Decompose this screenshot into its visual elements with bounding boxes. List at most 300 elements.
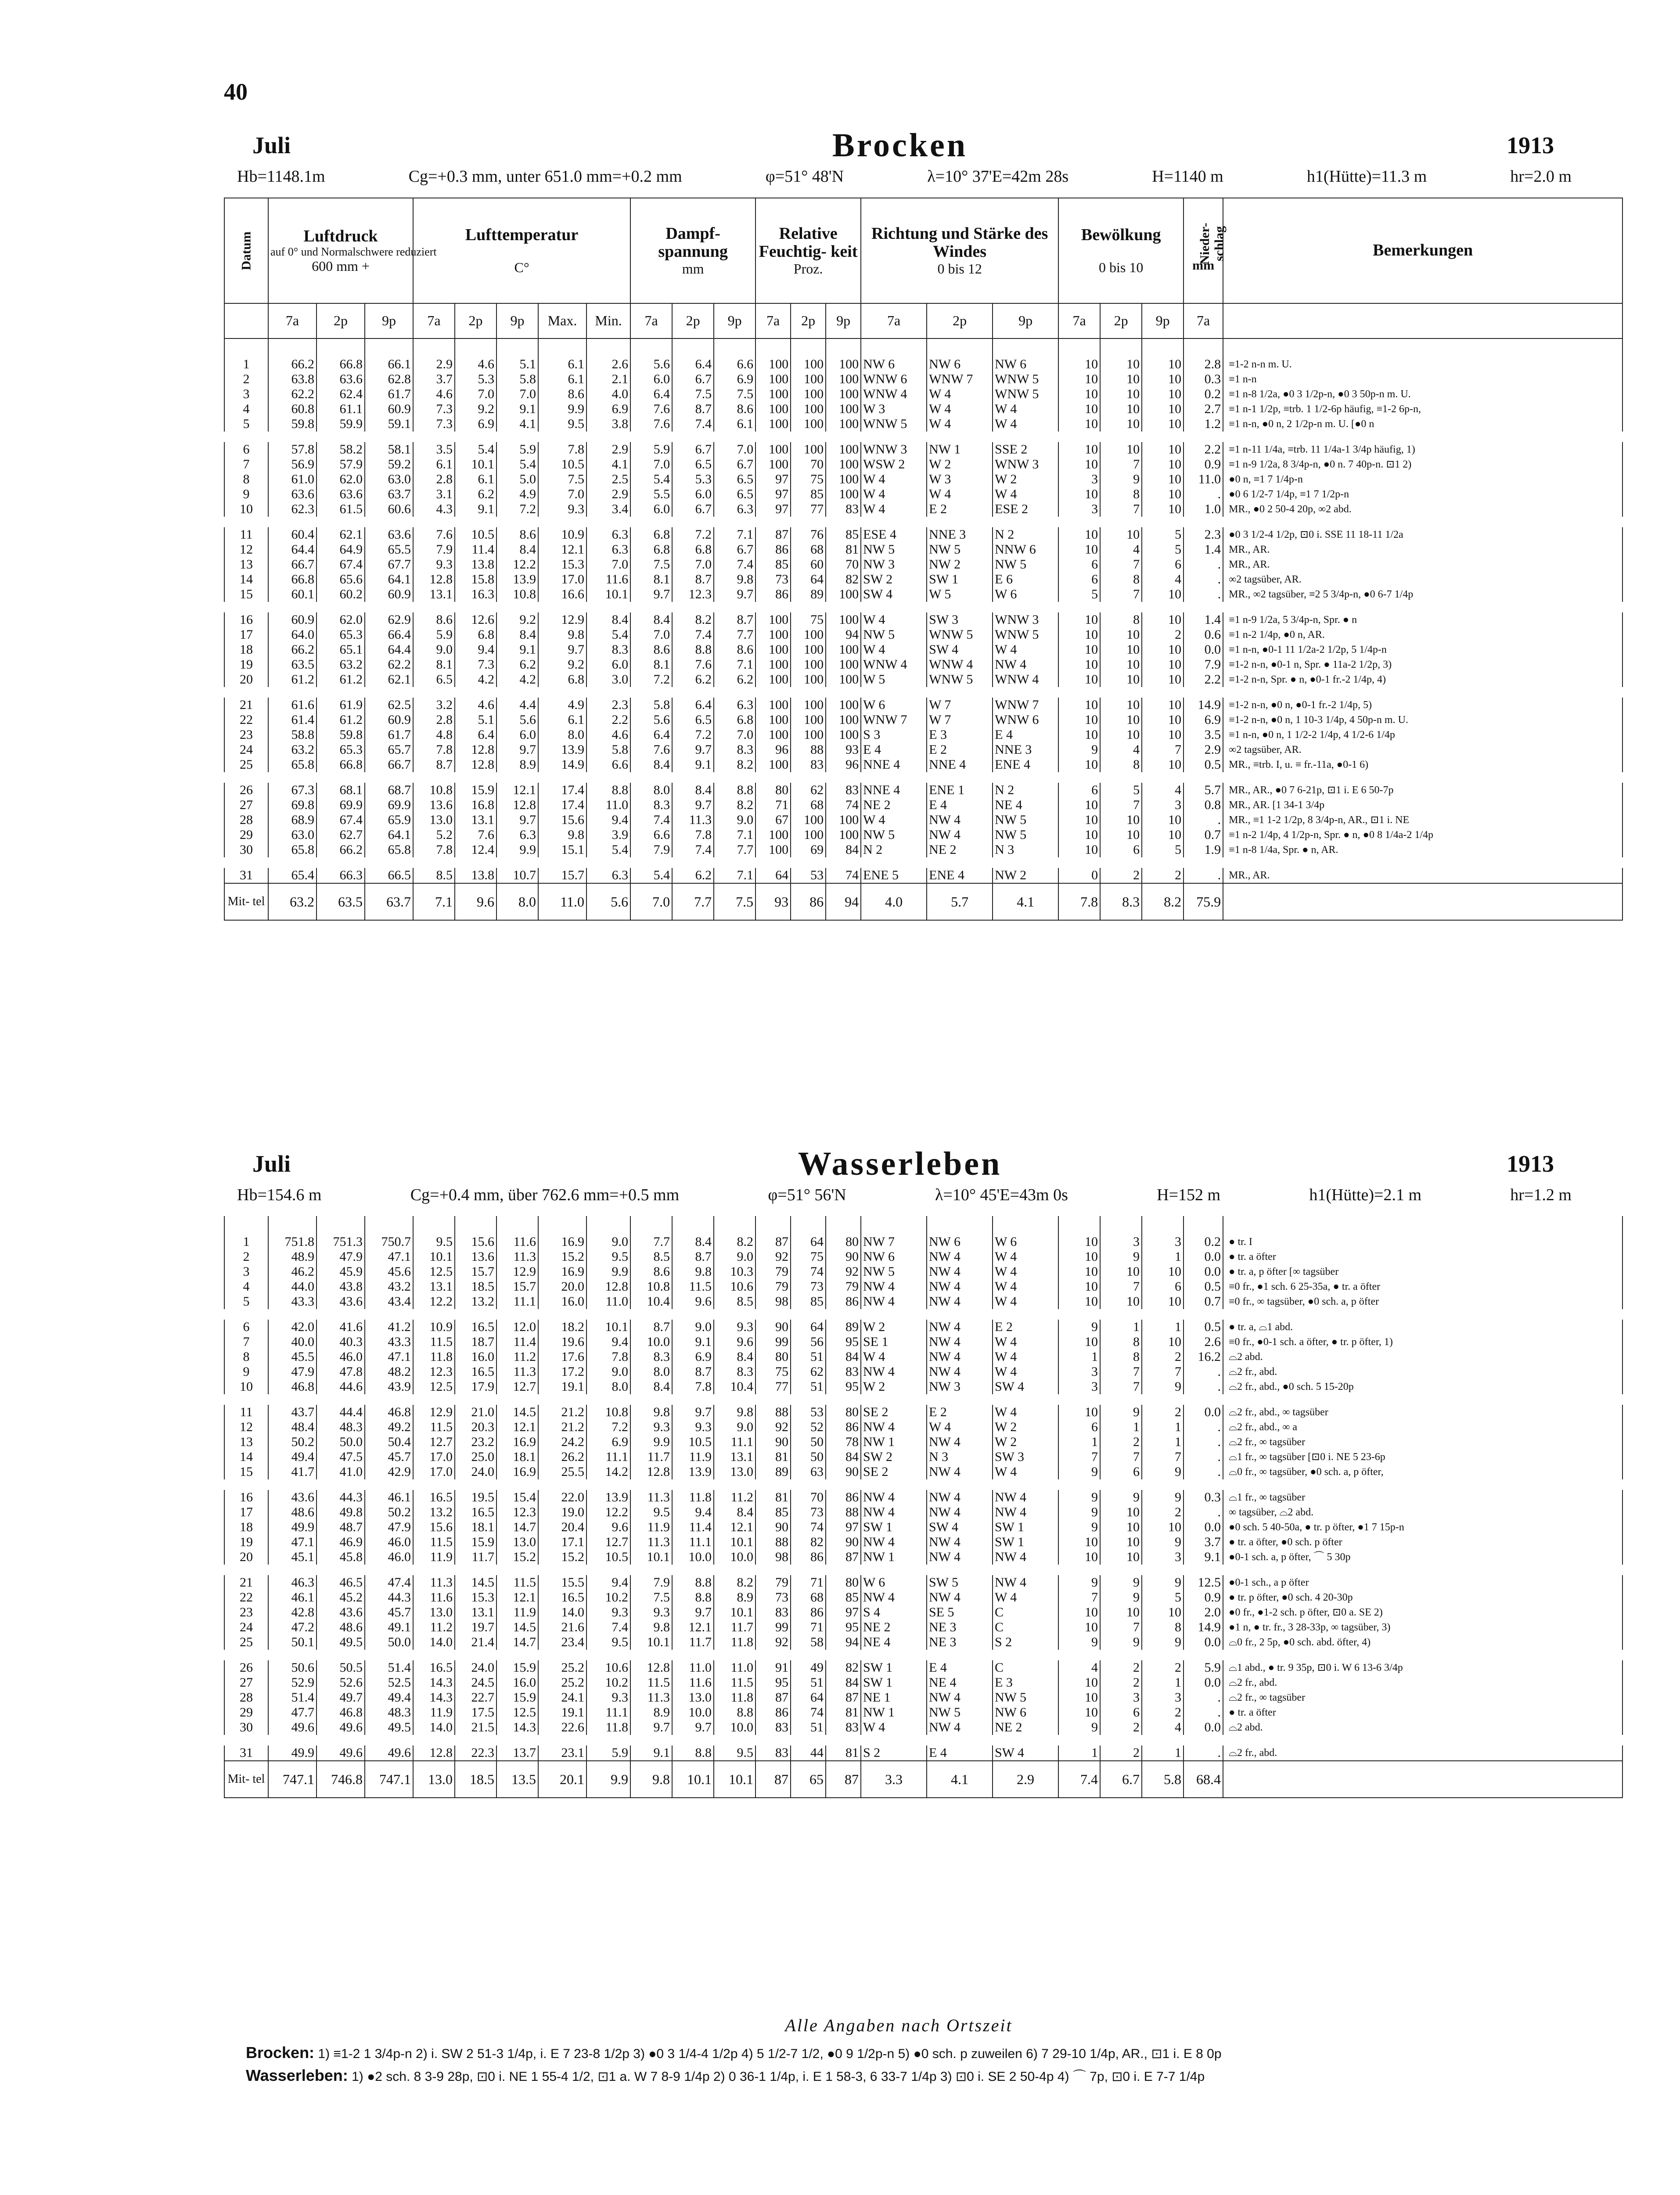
value-cell: 7 — [1100, 1620, 1142, 1635]
pad-cell — [630, 1216, 672, 1234]
value-cell: 3.4 — [586, 502, 630, 522]
value-cell: 61.2 — [317, 672, 365, 692]
mittel-cell: 63.7 — [365, 883, 413, 920]
value-cell: 6.6 — [714, 357, 755, 372]
value-cell: 90 — [826, 1535, 861, 1550]
value-cell: 89 — [755, 1465, 791, 1485]
day-cell: 4 — [224, 402, 268, 417]
value-cell: 7.0 — [538, 487, 586, 502]
remark-cell: MR., AR., ●0 7 6-21p, ⊡1 i. E 6 50-7p — [1223, 777, 1622, 798]
value-cell: 41.6 — [317, 1314, 365, 1335]
value-cell: 10.4 — [714, 1379, 755, 1400]
table-row — [224, 1335, 1622, 1349]
value-cell: 8.7 — [672, 1249, 714, 1264]
meta-item: H=1140 m — [1152, 167, 1223, 186]
value-cell: 0.7 — [1184, 1294, 1223, 1314]
value-cell: 59.9 — [317, 417, 365, 437]
station-meta — [237, 167, 1572, 186]
value-cell: 10 — [1058, 627, 1100, 642]
value-cell: 10.0 — [672, 1705, 714, 1720]
value-cell: 97 — [755, 487, 791, 502]
value-cell: 11.8 — [413, 1349, 455, 1364]
meta-item: λ=10° 37'E=42m 28s — [927, 167, 1069, 186]
value-cell: 62.3 — [268, 502, 317, 522]
value-cell: C — [993, 1605, 1058, 1620]
value-cell: 59.1 — [365, 417, 413, 437]
value-cell: 75 — [791, 607, 826, 627]
remark-cell: MR., AR. — [1223, 557, 1622, 572]
value-cell: 43.2 — [365, 1279, 413, 1294]
value-cell: E 4 — [927, 798, 993, 813]
value-cell: 46.1 — [268, 1590, 317, 1605]
mittel-label: Mit- tel — [224, 1761, 268, 1798]
value-cell: 0.8 — [1184, 798, 1223, 813]
value-cell: 3.5 — [1184, 727, 1223, 742]
value-cell: 6.7 — [672, 372, 714, 387]
day-cell: 2 — [224, 372, 268, 387]
value-cell: 51 — [791, 1720, 826, 1740]
value-cell: 21.2 — [538, 1400, 586, 1420]
value-cell: 25.5 — [538, 1465, 586, 1485]
value-cell: 100 — [791, 437, 826, 457]
value-cell: 8.7 — [672, 1364, 714, 1379]
value-cell: 66.8 — [268, 572, 317, 587]
value-cell: 49.7 — [317, 1690, 365, 1705]
value-cell: 9.5 — [538, 417, 586, 437]
value-cell: 71 — [791, 1570, 826, 1590]
value-cell: 11.5 — [413, 1335, 455, 1349]
value-cell: 7 — [1100, 798, 1142, 813]
value-cell: N 2 — [861, 842, 927, 863]
value-cell: NW 5 — [861, 542, 927, 557]
mittel-cell: 87 — [826, 1761, 861, 1798]
day-cell: 22 — [224, 712, 268, 727]
value-cell: 64 — [791, 572, 826, 587]
value-cell: 7.4 — [630, 813, 672, 828]
value-cell: 7.6 — [630, 742, 672, 757]
value-cell: WNW 4 — [993, 672, 1058, 692]
remark-cell: ≡1 n-n — [1223, 372, 1622, 387]
value-cell: 24.0 — [455, 1465, 496, 1485]
value-cell: 14.5 — [496, 1620, 538, 1635]
value-cell: 44.0 — [268, 1279, 317, 1294]
mittel-cell: 75.9 — [1184, 883, 1223, 920]
value-cell: W 6 — [993, 1234, 1058, 1249]
value-cell: 10 — [1058, 1294, 1100, 1314]
value-cell: 63.6 — [268, 487, 317, 502]
month-label: Juli — [252, 132, 291, 158]
value-cell: 11.3 — [413, 1570, 455, 1590]
value-cell: 46.0 — [317, 1349, 365, 1364]
value-cell: E 2 — [993, 1314, 1058, 1335]
value-cell: 10 — [1058, 657, 1100, 672]
value-cell: 0.0 — [1184, 1400, 1223, 1420]
sub-header-cell: 9p — [993, 303, 1058, 338]
value-cell: 2.3 — [1184, 522, 1223, 542]
value-cell: 5.5 — [630, 487, 672, 502]
value-cell: 97 — [755, 472, 791, 487]
value-cell: 6.3 — [586, 522, 630, 542]
value-cell: 100 — [791, 672, 826, 692]
value-cell: 5 — [1100, 777, 1142, 798]
value-cell: 9.6 — [586, 1520, 630, 1535]
mittel-cell: 4.1 — [927, 1761, 993, 1798]
value-cell: 6 — [1058, 572, 1100, 587]
col-luftdruck: Luftdruck auf 0° und Normalschwere reduziert 600 mm + — [268, 198, 413, 303]
value-cell: 9.7 — [672, 742, 714, 757]
value-cell: 7.8 — [413, 742, 455, 757]
mittel-cell: 63.2 — [268, 883, 317, 920]
value-cell: 9.0 — [586, 1234, 630, 1249]
mittel-cell: 18.5 — [455, 1761, 496, 1798]
value-cell: 1 — [1058, 1740, 1100, 1761]
value-cell: 10 — [1142, 757, 1184, 777]
value-cell: 75 — [791, 472, 826, 487]
value-cell: 86 — [791, 1605, 826, 1620]
value-cell: 9 — [1100, 1249, 1142, 1264]
sub-header-blank — [1223, 303, 1622, 338]
value-cell: 100 — [826, 587, 861, 607]
value-cell: W 4 — [861, 607, 927, 627]
value-cell: W 4 — [993, 1249, 1058, 1264]
pad-cell — [413, 338, 455, 357]
value-cell: 7.4 — [672, 627, 714, 642]
value-cell: W 4 — [861, 487, 927, 502]
footnote-brocken — [246, 2044, 1222, 2062]
value-cell: NW 5 — [861, 828, 927, 842]
remark-cell: ≡1-2 n-n, ●0 n, ●0-1 fr.-2 1/4p, 5) — [1223, 692, 1622, 712]
pad-cell — [791, 338, 826, 357]
value-cell: 68.7 — [365, 777, 413, 798]
table-row — [224, 1535, 1622, 1550]
value-cell: 65.4 — [268, 863, 317, 883]
value-cell: 100 — [826, 387, 861, 402]
value-cell: 65.3 — [317, 627, 365, 642]
value-cell: 40.3 — [317, 1335, 365, 1349]
value-cell: 9.8 — [630, 1620, 672, 1635]
page-number: 40 — [224, 79, 248, 105]
value-cell: 7.8 — [672, 1379, 714, 1400]
value-cell: 67.3 — [268, 777, 317, 798]
value-cell: 22.7 — [455, 1690, 496, 1705]
pad-cell — [755, 338, 791, 357]
value-cell: 16.9 — [538, 1234, 586, 1249]
value-cell: ENE 5 — [861, 863, 927, 883]
value-cell: . — [1184, 1690, 1223, 1705]
value-cell: 1 — [1142, 1435, 1184, 1450]
value-cell: 11.3 — [630, 1485, 672, 1505]
value-cell: 10 — [1058, 672, 1100, 692]
value-cell: 10.1 — [413, 1249, 455, 1264]
table-row — [224, 1675, 1622, 1690]
value-cell: 80 — [826, 1400, 861, 1420]
value-cell: C — [993, 1620, 1058, 1635]
value-cell: 1.0 — [1184, 502, 1223, 522]
value-cell: 3.9 — [586, 828, 630, 842]
value-cell: 49.6 — [317, 1740, 365, 1761]
value-cell: 100 — [826, 417, 861, 437]
value-cell: W 4 — [927, 1420, 993, 1435]
value-cell: 8.4 — [496, 627, 538, 642]
value-cell: 2 — [1100, 863, 1142, 883]
value-cell: W 4 — [861, 1349, 927, 1364]
value-cell: 50.0 — [317, 1435, 365, 1450]
value-cell: 10 — [1142, 387, 1184, 402]
value-cell: 2.5 — [586, 472, 630, 487]
value-cell: NW 4 — [927, 813, 993, 828]
station-header-wasserleben — [228, 1145, 1572, 1216]
value-cell: 2.8 — [413, 472, 455, 487]
value-cell: 64 — [791, 1690, 826, 1705]
table-row — [224, 842, 1622, 863]
value-cell: 80 — [755, 1349, 791, 1364]
station-name: Wasserleben — [798, 1145, 1002, 1182]
remark-cell: ≡1 n-1 1/2p, ≡trb. 1 1/2-6p häufig, ≡1-2 6p-n, — [1223, 402, 1622, 417]
value-cell: 50 — [791, 1450, 826, 1465]
remark-cell: ●1 n, ● tr. fr., 3 28-33p, ∞ tagsüber, 3) — [1223, 1620, 1622, 1635]
value-cell: 62.2 — [268, 387, 317, 402]
value-cell: 61.1 — [317, 402, 365, 417]
value-cell: 63.2 — [317, 657, 365, 672]
col-bewoelkung: Bewölkung 0 bis 10 — [1058, 198, 1184, 303]
value-cell: 10 — [1142, 502, 1184, 522]
value-cell: 11.1 — [586, 1450, 630, 1465]
value-cell: W 4 — [993, 1335, 1058, 1349]
value-cell: W 7 — [927, 712, 993, 727]
value-cell: 3 — [1100, 1690, 1142, 1705]
value-cell: 93 — [826, 742, 861, 757]
remark-cell: ●0 fr., ●1-2 sch. p öfter, ⊡0 a. SE 2) — [1223, 1605, 1622, 1620]
value-cell: 7 — [1100, 457, 1142, 472]
value-cell: 47.1 — [365, 1349, 413, 1364]
value-cell: 100 — [791, 627, 826, 642]
value-cell: 10 — [1100, 437, 1142, 457]
value-cell: 12.8 — [630, 1655, 672, 1675]
value-cell: 13.0 — [413, 813, 455, 828]
table-row — [224, 1400, 1622, 1420]
value-cell: 3.7 — [1184, 1535, 1223, 1550]
value-cell: 9.1 — [672, 757, 714, 777]
value-cell: 42.9 — [365, 1465, 413, 1485]
mittel-cell: 63.5 — [317, 883, 365, 920]
value-cell: 12.3 — [413, 1364, 455, 1379]
value-cell: 18.5 — [455, 1279, 496, 1294]
value-cell: 7.0 — [630, 627, 672, 642]
remark-cell: ⌓2 fr., abd. — [1223, 1364, 1622, 1379]
value-cell: 11.0 — [672, 1655, 714, 1675]
value-cell: 1.4 — [1184, 542, 1223, 557]
value-cell: 62.7 — [317, 828, 365, 842]
value-cell: NW 4 — [927, 1294, 993, 1314]
value-cell: 65.3 — [317, 742, 365, 757]
value-cell: 100 — [755, 627, 791, 642]
pad-cell — [496, 338, 538, 357]
value-cell: NW 4 — [861, 1485, 927, 1505]
value-cell: 10 — [1100, 1505, 1142, 1520]
col-feucht: Relative Feuchtig- keit Proz. — [755, 198, 861, 303]
value-cell: 0.0 — [1184, 1264, 1223, 1279]
value-cell: 7.8 — [413, 842, 455, 863]
value-cell: NW 4 — [927, 1364, 993, 1379]
value-cell: 5.1 — [455, 712, 496, 727]
value-cell: 86 — [791, 1550, 826, 1570]
value-cell: 7.4 — [586, 1620, 630, 1635]
value-cell: 58.1 — [365, 437, 413, 457]
value-cell: 100 — [791, 402, 826, 417]
value-cell: 51 — [791, 1349, 826, 1364]
value-cell: NW 4 — [927, 1505, 993, 1520]
value-cell: 90 — [755, 1520, 791, 1535]
value-cell: 80 — [755, 777, 791, 798]
remark-cell: ●0 n, ≡1 7 1/4p-n — [1223, 472, 1622, 487]
value-cell: 100 — [755, 842, 791, 863]
value-cell: 48.4 — [268, 1420, 317, 1435]
value-cell: WNW 5 — [861, 417, 927, 437]
value-cell: 10 — [1100, 1264, 1142, 1279]
value-cell: NE 2 — [993, 1720, 1058, 1740]
value-cell: 12.8 — [455, 757, 496, 777]
value-cell: 12.2 — [496, 557, 538, 572]
value-cell: 3 — [1142, 1550, 1184, 1570]
table-row — [224, 813, 1622, 828]
value-cell: 73 — [755, 572, 791, 587]
value-cell: 7.7 — [714, 842, 755, 863]
day-cell: 13 — [224, 557, 268, 572]
meta-item: hr=1.2 m — [1510, 1186, 1572, 1204]
value-cell: 50.0 — [365, 1635, 413, 1655]
value-cell: 4 — [1100, 542, 1142, 557]
remark-cell: MR., AR. — [1223, 863, 1622, 883]
day-cell: 28 — [224, 1690, 268, 1705]
value-cell: . — [1184, 1705, 1223, 1720]
value-cell: NW 7 — [861, 1234, 927, 1249]
value-cell: . — [1184, 557, 1223, 572]
value-cell: NE 2 — [927, 842, 993, 863]
table-row — [224, 1620, 1622, 1635]
table-row — [224, 1485, 1622, 1505]
table-row — [224, 657, 1622, 672]
value-cell: 9.6 — [672, 1294, 714, 1314]
pad-cell — [927, 1216, 993, 1234]
table-row — [224, 863, 1622, 883]
value-cell: 6.5 — [672, 457, 714, 472]
value-cell: 15.2 — [496, 1550, 538, 1570]
value-cell: WNW 5 — [993, 627, 1058, 642]
value-cell: 11.0 — [714, 1655, 755, 1675]
value-cell: 13.0 — [413, 1605, 455, 1620]
value-cell: 69.9 — [317, 798, 365, 813]
value-cell: 85 — [791, 1294, 826, 1314]
value-cell: 98 — [755, 1294, 791, 1314]
value-cell: NW 4 — [993, 1550, 1058, 1570]
value-cell: 11.1 — [672, 1535, 714, 1550]
value-cell: 60 — [791, 557, 826, 572]
value-cell: 7.2 — [496, 502, 538, 522]
value-cell: SE 2 — [861, 1400, 927, 1420]
value-cell: 13.1 — [455, 813, 496, 828]
pad-cell — [1184, 338, 1223, 357]
day-cell: 22 — [224, 1590, 268, 1605]
value-cell: W 7 — [927, 692, 993, 712]
value-cell: 24.0 — [455, 1655, 496, 1675]
value-cell: 12.8 — [413, 572, 455, 587]
value-cell: 15.9 — [496, 1690, 538, 1705]
remark-cell: ⌓2 fr., abd., ∞ a — [1223, 1420, 1622, 1435]
value-cell: 10 — [1142, 712, 1184, 727]
value-cell: NW 4 — [927, 1550, 993, 1570]
value-cell: 17.2 — [538, 1364, 586, 1379]
day-cell: 27 — [224, 1675, 268, 1690]
pad-cell — [365, 338, 413, 357]
mittel-cell: 4.0 — [861, 883, 927, 920]
value-cell: 61.7 — [365, 727, 413, 742]
value-cell: 14.0 — [413, 1720, 455, 1740]
value-cell: 5.3 — [455, 372, 496, 387]
value-cell: 7.0 — [455, 387, 496, 402]
mittel-cell: 9.8 — [630, 1761, 672, 1798]
value-cell: WNW 3 — [861, 437, 927, 457]
mittel-cell: 9.6 — [455, 883, 496, 920]
value-cell: 6.3 — [586, 542, 630, 557]
value-cell: 751.8 — [268, 1234, 317, 1249]
value-cell: 8.0 — [630, 1364, 672, 1379]
value-cell: 81 — [755, 1485, 791, 1505]
value-cell: 1.9 — [1184, 842, 1223, 863]
value-cell: 76 — [791, 522, 826, 542]
day-cell: 1 — [224, 1234, 268, 1249]
value-cell: 62.8 — [365, 372, 413, 387]
value-cell: 100 — [755, 828, 791, 842]
value-cell: 63.6 — [317, 372, 365, 387]
value-cell: 46.0 — [365, 1535, 413, 1550]
value-cell: 60.9 — [365, 587, 413, 607]
value-cell: 86 — [826, 1294, 861, 1314]
value-cell: 6.9 — [714, 372, 755, 387]
day-cell: 14 — [224, 572, 268, 587]
value-cell: 10 — [1100, 357, 1142, 372]
value-cell: 10 — [1058, 1620, 1100, 1635]
value-cell: 60.4 — [268, 522, 317, 542]
value-cell: 53 — [791, 863, 826, 883]
value-cell: 9.0 — [714, 1249, 755, 1264]
value-cell: 0.6 — [1184, 627, 1223, 642]
value-cell: 97 — [826, 1520, 861, 1535]
value-cell: 45.9 — [317, 1264, 365, 1279]
year-label: 1913 — [1507, 132, 1554, 158]
value-cell: 8.5 — [714, 1294, 755, 1314]
mittel-cell: 11.0 — [538, 883, 586, 920]
value-cell: 5.9 — [496, 437, 538, 457]
value-cell: 41.2 — [365, 1314, 413, 1335]
value-cell: 8.7 — [413, 757, 455, 777]
sub-header-cell: 9p — [496, 303, 538, 338]
value-cell: 100 — [826, 642, 861, 657]
remark-cell: ● tr. a, p öfter [∞ tagsüber — [1223, 1264, 1622, 1279]
value-cell: 100 — [791, 642, 826, 657]
value-cell: 9.5 — [586, 1635, 630, 1655]
value-cell: WNW 6 — [861, 372, 927, 387]
value-cell: 95 — [755, 1675, 791, 1690]
table-row — [224, 742, 1622, 757]
value-cell: 10 — [1058, 1335, 1100, 1349]
value-cell: 2.9 — [413, 357, 455, 372]
value-cell: 42.0 — [268, 1314, 317, 1335]
pad-cell — [672, 1216, 714, 1234]
value-cell: 26.2 — [538, 1450, 586, 1465]
value-cell: 48.3 — [317, 1420, 365, 1435]
value-cell: 9 — [1058, 1720, 1100, 1740]
value-cell: 11.9 — [413, 1705, 455, 1720]
